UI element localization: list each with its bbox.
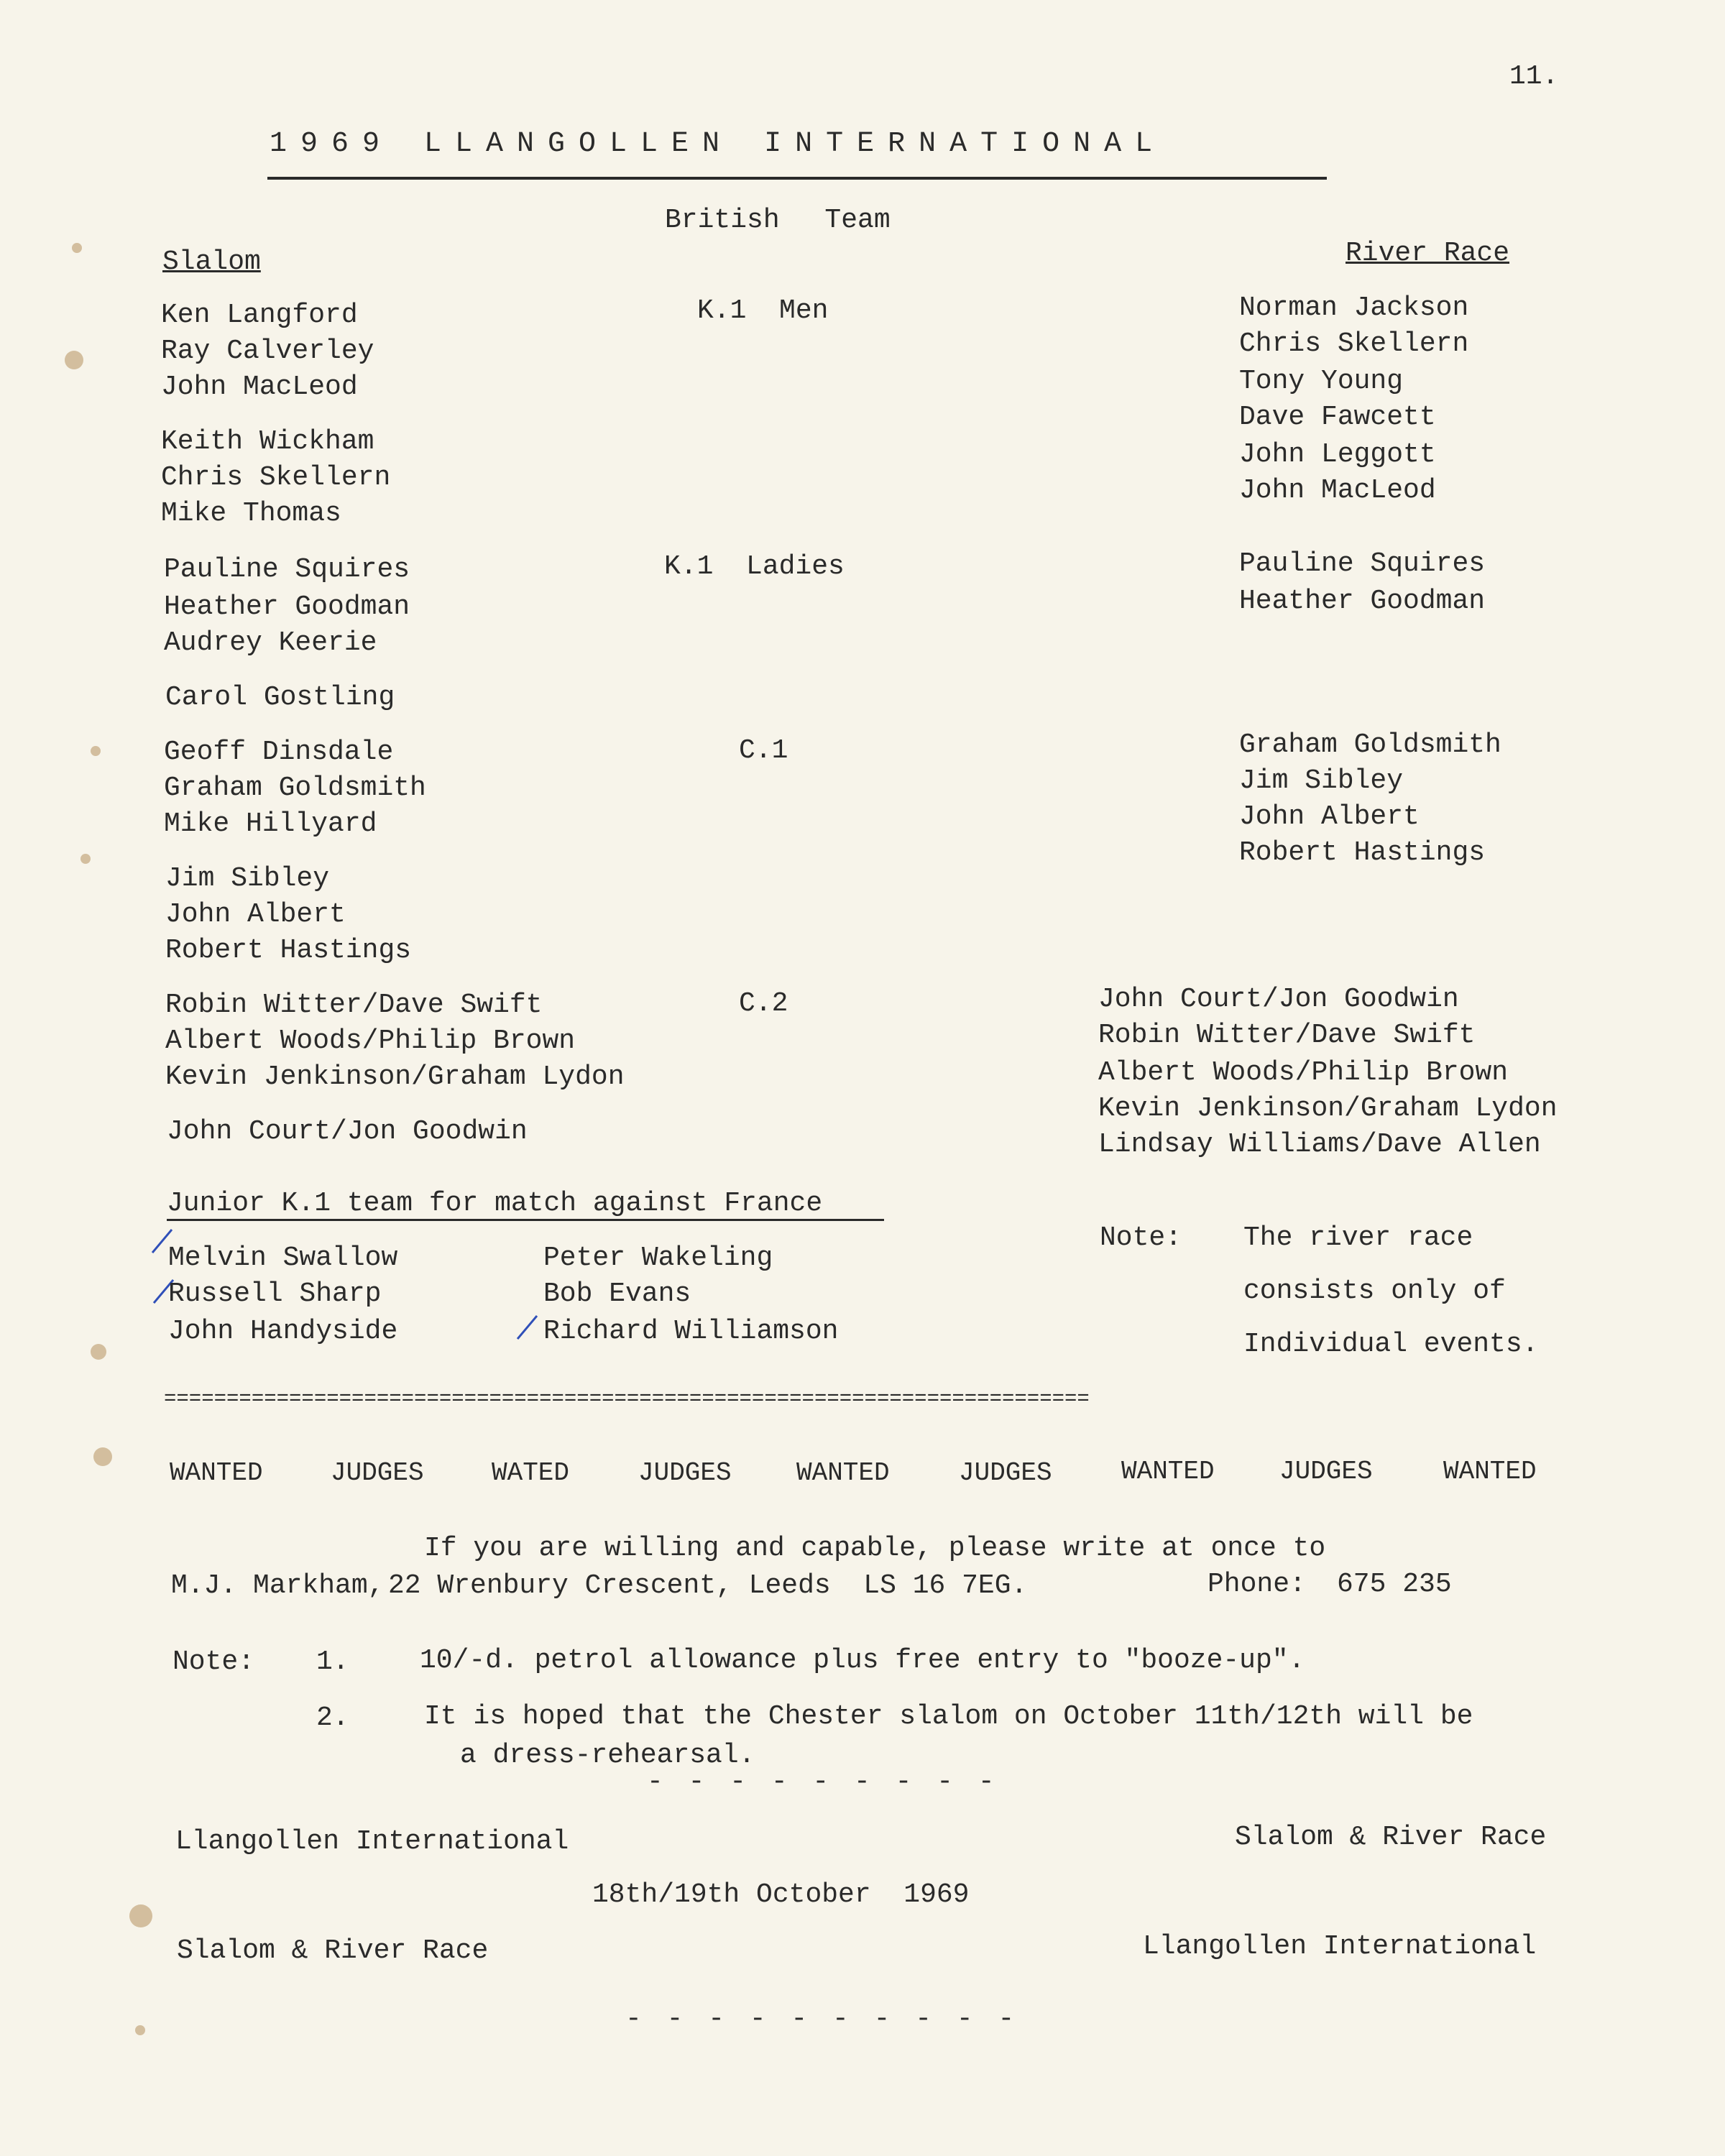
double-rule: ==========================================================================	[164, 1387, 1090, 1411]
slalom-name: John Albert	[165, 899, 346, 930]
river-race-name: John Leggott	[1239, 439, 1436, 470]
page-number: 11.	[1509, 61, 1559, 92]
slalom-heading: Slalom	[162, 247, 261, 277]
separator-dashes: - - - - - - - - -	[647, 1766, 999, 1797]
river-race-name: Dave Fawcett	[1239, 402, 1436, 433]
bottom-separator-dashes: - - - - - - - - - -	[625, 2004, 1019, 2035]
slalom-name: Geoff Dinsdale	[164, 737, 394, 768]
junior-name: Bob Evans	[543, 1279, 691, 1309]
slalom-name: Mike Thomas	[161, 498, 341, 529]
note-text-continued: a dress-rehearsal.	[460, 1740, 755, 1771]
junior-name: Richard Williamson	[543, 1316, 839, 1347]
slalom-name: Kevin Jenkinson/Graham Lydon	[165, 1061, 625, 1092]
river-race-name: Robin Witter/Dave Swift	[1098, 1020, 1476, 1051]
contact-address: 22 Wrenbury Crescent, Leeds LS 16 7EG.	[388, 1570, 1028, 1601]
wanted-word: WANTED	[1443, 1457, 1537, 1486]
river-race-name: Pauline Squires	[1239, 548, 1486, 579]
river-race-name: Albert Woods/Philip Brown	[1098, 1057, 1509, 1088]
junior-heading-underline	[167, 1219, 884, 1221]
river-race-name: Chris Skellern	[1239, 328, 1469, 359]
wanted-word: JUDGES	[331, 1458, 424, 1488]
slalom-name: John MacLeod	[161, 372, 358, 402]
footer-right-top: Slalom & River Race	[1235, 1822, 1547, 1853]
category-k1-men: K.1 Men	[697, 295, 829, 326]
wanted-word: WANTED	[796, 1458, 890, 1488]
river-race-heading: River Race	[1346, 238, 1510, 269]
junior-name: Peter Wakeling	[543, 1243, 773, 1273]
slalom-name: Pauline Squires	[164, 554, 410, 585]
category-c1: C.1	[739, 735, 788, 766]
slalom-name: Carol Gostling	[165, 682, 395, 713]
footer-left-bottom: Slalom & River Race	[177, 1935, 489, 1966]
wanted-word: JUDGES	[638, 1458, 732, 1488]
slalom-name: Ken Langford	[161, 300, 358, 331]
footer-left-top: Llangollen International	[175, 1826, 569, 1857]
phone-label: Phone:	[1208, 1569, 1306, 1600]
contact-name: M.J. Markham,	[171, 1570, 385, 1601]
slalom-name: Mike Hillyard	[164, 808, 377, 839]
river-note-line: consists only of	[1243, 1276, 1506, 1307]
river-race-name: Tony Young	[1239, 366, 1404, 397]
river-race-name: Lindsay Williams/Dave Allen	[1098, 1129, 1541, 1160]
river-race-name: Heather Goodman	[1239, 586, 1486, 617]
slalom-name: Ray Calverley	[161, 336, 374, 367]
slalom-name: Robin Witter/Dave Swift	[165, 990, 543, 1021]
slalom-name: John Court/Jon Goodwin	[167, 1116, 528, 1147]
wanted-word: WANTED	[170, 1458, 263, 1488]
river-race-name: John MacLeod	[1239, 475, 1436, 506]
footer-right-bottom: Llangollen International	[1143, 1931, 1537, 1962]
wanted-word: JUDGES	[1279, 1457, 1373, 1486]
slalom-name: Keith Wickham	[161, 426, 374, 457]
junior-name: Melvin Swallow	[168, 1243, 398, 1273]
note-text: 10/-d. petrol allowance plus free entry to "booze-up".	[420, 1645, 1305, 1676]
junior-name: John Handyside	[168, 1316, 398, 1347]
wanted-word: WANTED	[1121, 1457, 1215, 1486]
note-text: It is hoped that the Chester slalom on October 11th/12th will be	[424, 1701, 1473, 1732]
junior-heading: Junior K.1 team for match against France	[167, 1188, 823, 1219]
document-title: 1969 LLANGOLLEN INTERNATIONAL	[270, 128, 1167, 160]
wanted-word: WATED	[492, 1458, 570, 1488]
slalom-name: Jim Sibley	[165, 863, 330, 894]
title-underline	[267, 177, 1327, 180]
event-date: 18th/19th October 1969	[592, 1879, 970, 1910]
note-number: 1.	[316, 1646, 349, 1677]
team-heading: British Team	[665, 205, 891, 236]
wanted-word: JUDGES	[959, 1458, 1052, 1488]
category-k1-ladies: K.1 Ladies	[664, 551, 845, 582]
slalom-name: Chris Skellern	[161, 462, 391, 493]
river-race-name: Graham Goldsmith	[1239, 729, 1501, 760]
slalom-name: Heather Goodman	[164, 591, 410, 622]
slalom-name: Audrey Keerie	[164, 627, 377, 658]
note-number: 2.	[316, 1703, 349, 1733]
river-race-name: John Albert	[1239, 801, 1420, 832]
river-race-name: Norman Jackson	[1239, 292, 1469, 323]
river-race-name: Jim Sibley	[1239, 765, 1404, 796]
river-race-name: Kevin Jenkinson/Graham Lydon	[1098, 1093, 1558, 1124]
phone-number: 675 235	[1337, 1569, 1452, 1600]
junior-name: Russell Sharp	[168, 1279, 382, 1309]
slalom-name: Robert Hastings	[165, 935, 412, 966]
river-race-name: John Court/Jon Goodwin	[1098, 984, 1459, 1015]
category-c2: C.2	[739, 988, 788, 1019]
river-note-line: The river race	[1243, 1222, 1473, 1253]
slalom-name: Graham Goldsmith	[164, 773, 426, 803]
pen-tick-mark	[517, 1315, 538, 1340]
notes-label: Note:	[172, 1646, 255, 1677]
slalom-name: Albert Woods/Philip Brown	[165, 1026, 576, 1056]
river-note-line: Individual events.	[1243, 1329, 1539, 1360]
river-race-name: Robert Hastings	[1239, 837, 1486, 868]
wanted-request: If you are willing and capable, please write at once to	[424, 1533, 1326, 1564]
river-note-label: Note:	[1100, 1222, 1182, 1253]
